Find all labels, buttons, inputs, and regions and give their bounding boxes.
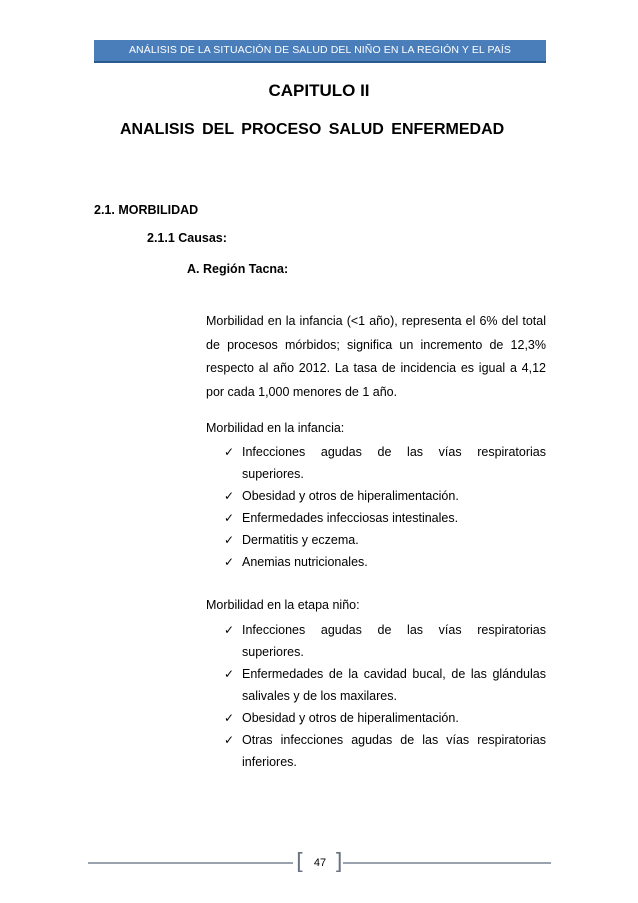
checkmark-icon: ✓: [224, 711, 235, 725]
checkmark-icon: ✓: [224, 667, 235, 681]
list-item: ✓ Otras infecciones agudas de las vías respiratorias inferiores.: [224, 729, 546, 773]
list-item: ✓ Infecciones agudas de las vías respiratorias superiores.: [224, 441, 546, 485]
list-label-infancia: Morbilidad en la infancia:: [206, 421, 345, 435]
section-heading: 2.1. MORBILIDAD: [94, 203, 199, 217]
running-header-text: ANÁLISIS DE LA SITUACIÓN DE SALUD DEL NIÑO EN LA REGIÓN Y EL PAÍS: [128, 44, 512, 56]
brace-left-icon: [: [296, 850, 305, 875]
running-header: [94, 40, 546, 63]
list-item: ✓ Obesidad y otros de hiperalimentación.: [224, 707, 546, 729]
footer-rule-left: [88, 862, 293, 864]
footer-rule-right: [343, 862, 551, 864]
list-label-nino: Morbilidad en la etapa niño:: [206, 598, 360, 612]
list-item: ✓ Enfermedades infecciosas intestinales.: [224, 507, 546, 529]
list-item: ✓ Dermatitis y eczema.: [224, 529, 546, 551]
checkmark-icon: ✓: [224, 555, 235, 569]
checkmark-icon: ✓: [224, 533, 235, 547]
checkmark-icon: ✓: [224, 733, 235, 747]
checkmark-icon: ✓: [224, 623, 235, 637]
brace-right-icon: ]: [334, 850, 343, 875]
list-item: ✓ Obesidad y otros de hiperalimentación.: [224, 485, 546, 507]
list-item: ✓ Anemias nutricionales.: [224, 551, 546, 573]
checkmark-icon: ✓: [224, 445, 235, 459]
checkmark-icon: ✓: [224, 489, 235, 503]
list-infancia: [224, 441, 546, 573]
list-item: ✓ Enfermedades de la cavidad bucal, de las glándulas salivales y de los maxilares.: [224, 663, 546, 707]
page-number: 47: [313, 857, 327, 869]
body-paragraph: Morbilidad en la infancia (<1 año), representa el 6% del total de procesos mórbidos; significa un incremento de 12,3% respecto al año 2012. La tasa de incidencia es igual a 4,12 por cada 1,000 menores de 1 año.: [206, 314, 546, 399]
list-nino: [224, 619, 546, 773]
chapter-label: CAPITULO II: [268, 81, 370, 100]
subsection-heading: 2.1.1 Causas:: [147, 231, 227, 245]
chapter-title: ANALISIS DEL PROCESO SALUD ENFERMEDAD: [120, 121, 505, 138]
list-item: ✓ Infecciones agudas de las vías respiratorias superiores.: [224, 619, 546, 663]
checkmark-icon: ✓: [224, 511, 235, 525]
region-heading: A. Región Tacna:: [187, 262, 289, 276]
